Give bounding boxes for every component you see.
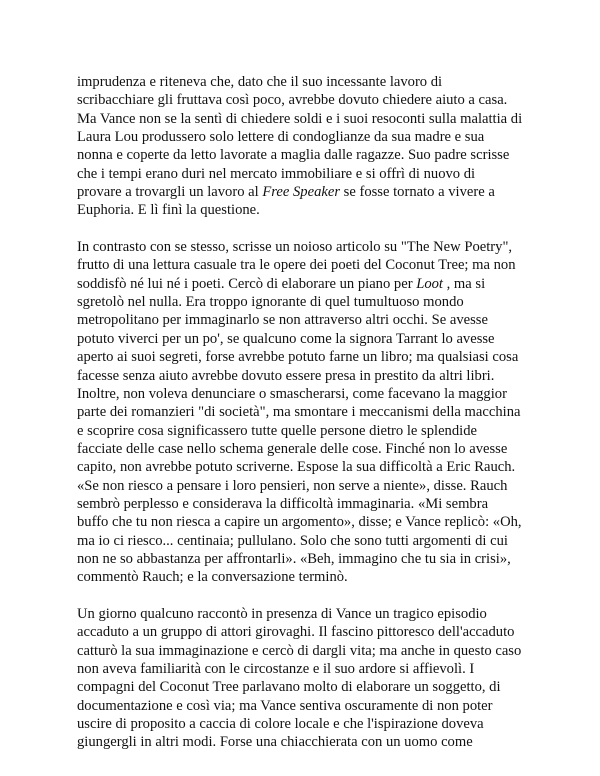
text-line: scribacchiare gli fruttava così poco, avrebbe dovuto chiedere aiuto a casa. (77, 92, 508, 109)
newspaper-title: Free Speaker (262, 184, 341, 201)
text-line: sgretolò nel nulla. Era troppo ignorante di quel tumultuoso mondo (77, 294, 464, 311)
paragraph-3 (77, 605, 547, 752)
text-line: imprudenza e riteneva che, dato che il suo incessante lavoro di (77, 74, 443, 90)
text-line: aperto ai suoi segreti, forse avrebbe potuto farne un libro; ma qualsiasi cosa (77, 349, 519, 366)
text-line: facesse senza aiuto avrebbe dovuto essere presa in prestito da altri libri. (77, 367, 495, 384)
document-page (77, 73, 547, 752)
text-line: Ma Vance non se la sentì di chiedere soldi e i suoi resoconti sulla malattia di (77, 110, 523, 127)
text-run: provare a trovargli un lavoro al (77, 184, 263, 201)
book-title: Loot (416, 275, 443, 292)
text-line: capito, non avrebbe potuto scriverne. Espose la sua difficoltà a Eric Rauch. (77, 459, 516, 476)
text-line (77, 275, 547, 293)
text-line: Inoltre, non voleva denunciare o smascherarsi, come facevano la maggior (77, 385, 507, 402)
text-line: frutto di una lettura casuale tra le opere dei poeti del Coconut Tree; ma non (77, 257, 516, 274)
text-run: se fosse tornato a vivere a (340, 184, 495, 201)
text-line: Un giorno qualcuno raccontò in presenza di Vance un tragico episodio (77, 605, 487, 622)
text-line (77, 183, 547, 201)
text-line: compagni del Coconut Tree parlavano molto di elaborare un soggetto, di (77, 679, 501, 696)
text-line: e scoprire cosa significassero tutte quelle persone dietro le splendide (77, 422, 477, 439)
text-line: sembrò perplesso e considerava la difficoltà immaginaria. «Mi sembra (77, 495, 489, 512)
text-line: parte dei romanzieri "di società", ma smontare i meccanismi della macchina (77, 404, 521, 421)
text-line: ma io ci riesco... centinaia; pullulano. Solo che sono tutti argomenti di cui (77, 532, 508, 549)
text-line: Euphoria. E lì finì la questione. (77, 202, 260, 219)
text-line: non ne so abbastanza per affrontarli». «Beh, immagino che tu sia in crisi», (77, 550, 511, 567)
paragraph-2 (77, 238, 547, 587)
text-line: nonna e coperte da letto lavorate a maglia dalle ragazze. Suo padre scrisse (77, 147, 510, 164)
text-line: uscire di proposito a caccia di colore locale e che l'ispirazione doveva (77, 716, 484, 733)
text-line: «Se non riesco a pensare i loro pensieri, non serve a niente», disse. Rauch (77, 477, 508, 494)
text-line: Laura Lou produssero solo lettere di condoglianze da sua madre e sua (77, 129, 485, 146)
paragraph-1 (77, 73, 547, 220)
text-line: catturò la sua immaginazione e cercò di dargli vita; ma anche in questo caso (77, 642, 522, 659)
text-line: documentazione e così via; ma Vance sentiva oscuramente di non poter (77, 697, 493, 714)
text-line: non aveva familiarità con le circostanze e il suo ardore si affievolì. I (77, 661, 475, 677)
text-line: metropolitano per immaginarlo se non attraverso altri occhi. Se avesse (77, 312, 488, 329)
text-line: che i tempi erano duri nel mercato immobiliare e si offrì di nuovo di (77, 165, 476, 182)
text-line: In contrasto con se stesso, scrisse un noioso articolo su "The New Poetry", (77, 239, 513, 256)
text-line: giungergli in altri modi. Forse una chiacchierata con un uomo come (77, 734, 473, 751)
text-run: soddisfò né lui né i poeti. Cercò di elaborare un piano per (77, 275, 417, 292)
text-line: facciate delle case nello schema generale delle cose. Finché non lo avesse (77, 440, 508, 457)
text-line: buffo che tu non riesca a capire un argomento», disse; e Vance replicò: «Oh, (77, 514, 522, 531)
text-line: potuto viverci per un po', se qualcuno come la signora Tarrant lo avesse (77, 330, 495, 347)
text-run: , ma si (442, 275, 486, 292)
text-line: accaduto a un gruppo di attori girovaghi. Il fascino pittoresco dell'accaduto (77, 624, 515, 641)
text-line: commentò Rauch; e la conversazione terminò. (77, 569, 348, 586)
